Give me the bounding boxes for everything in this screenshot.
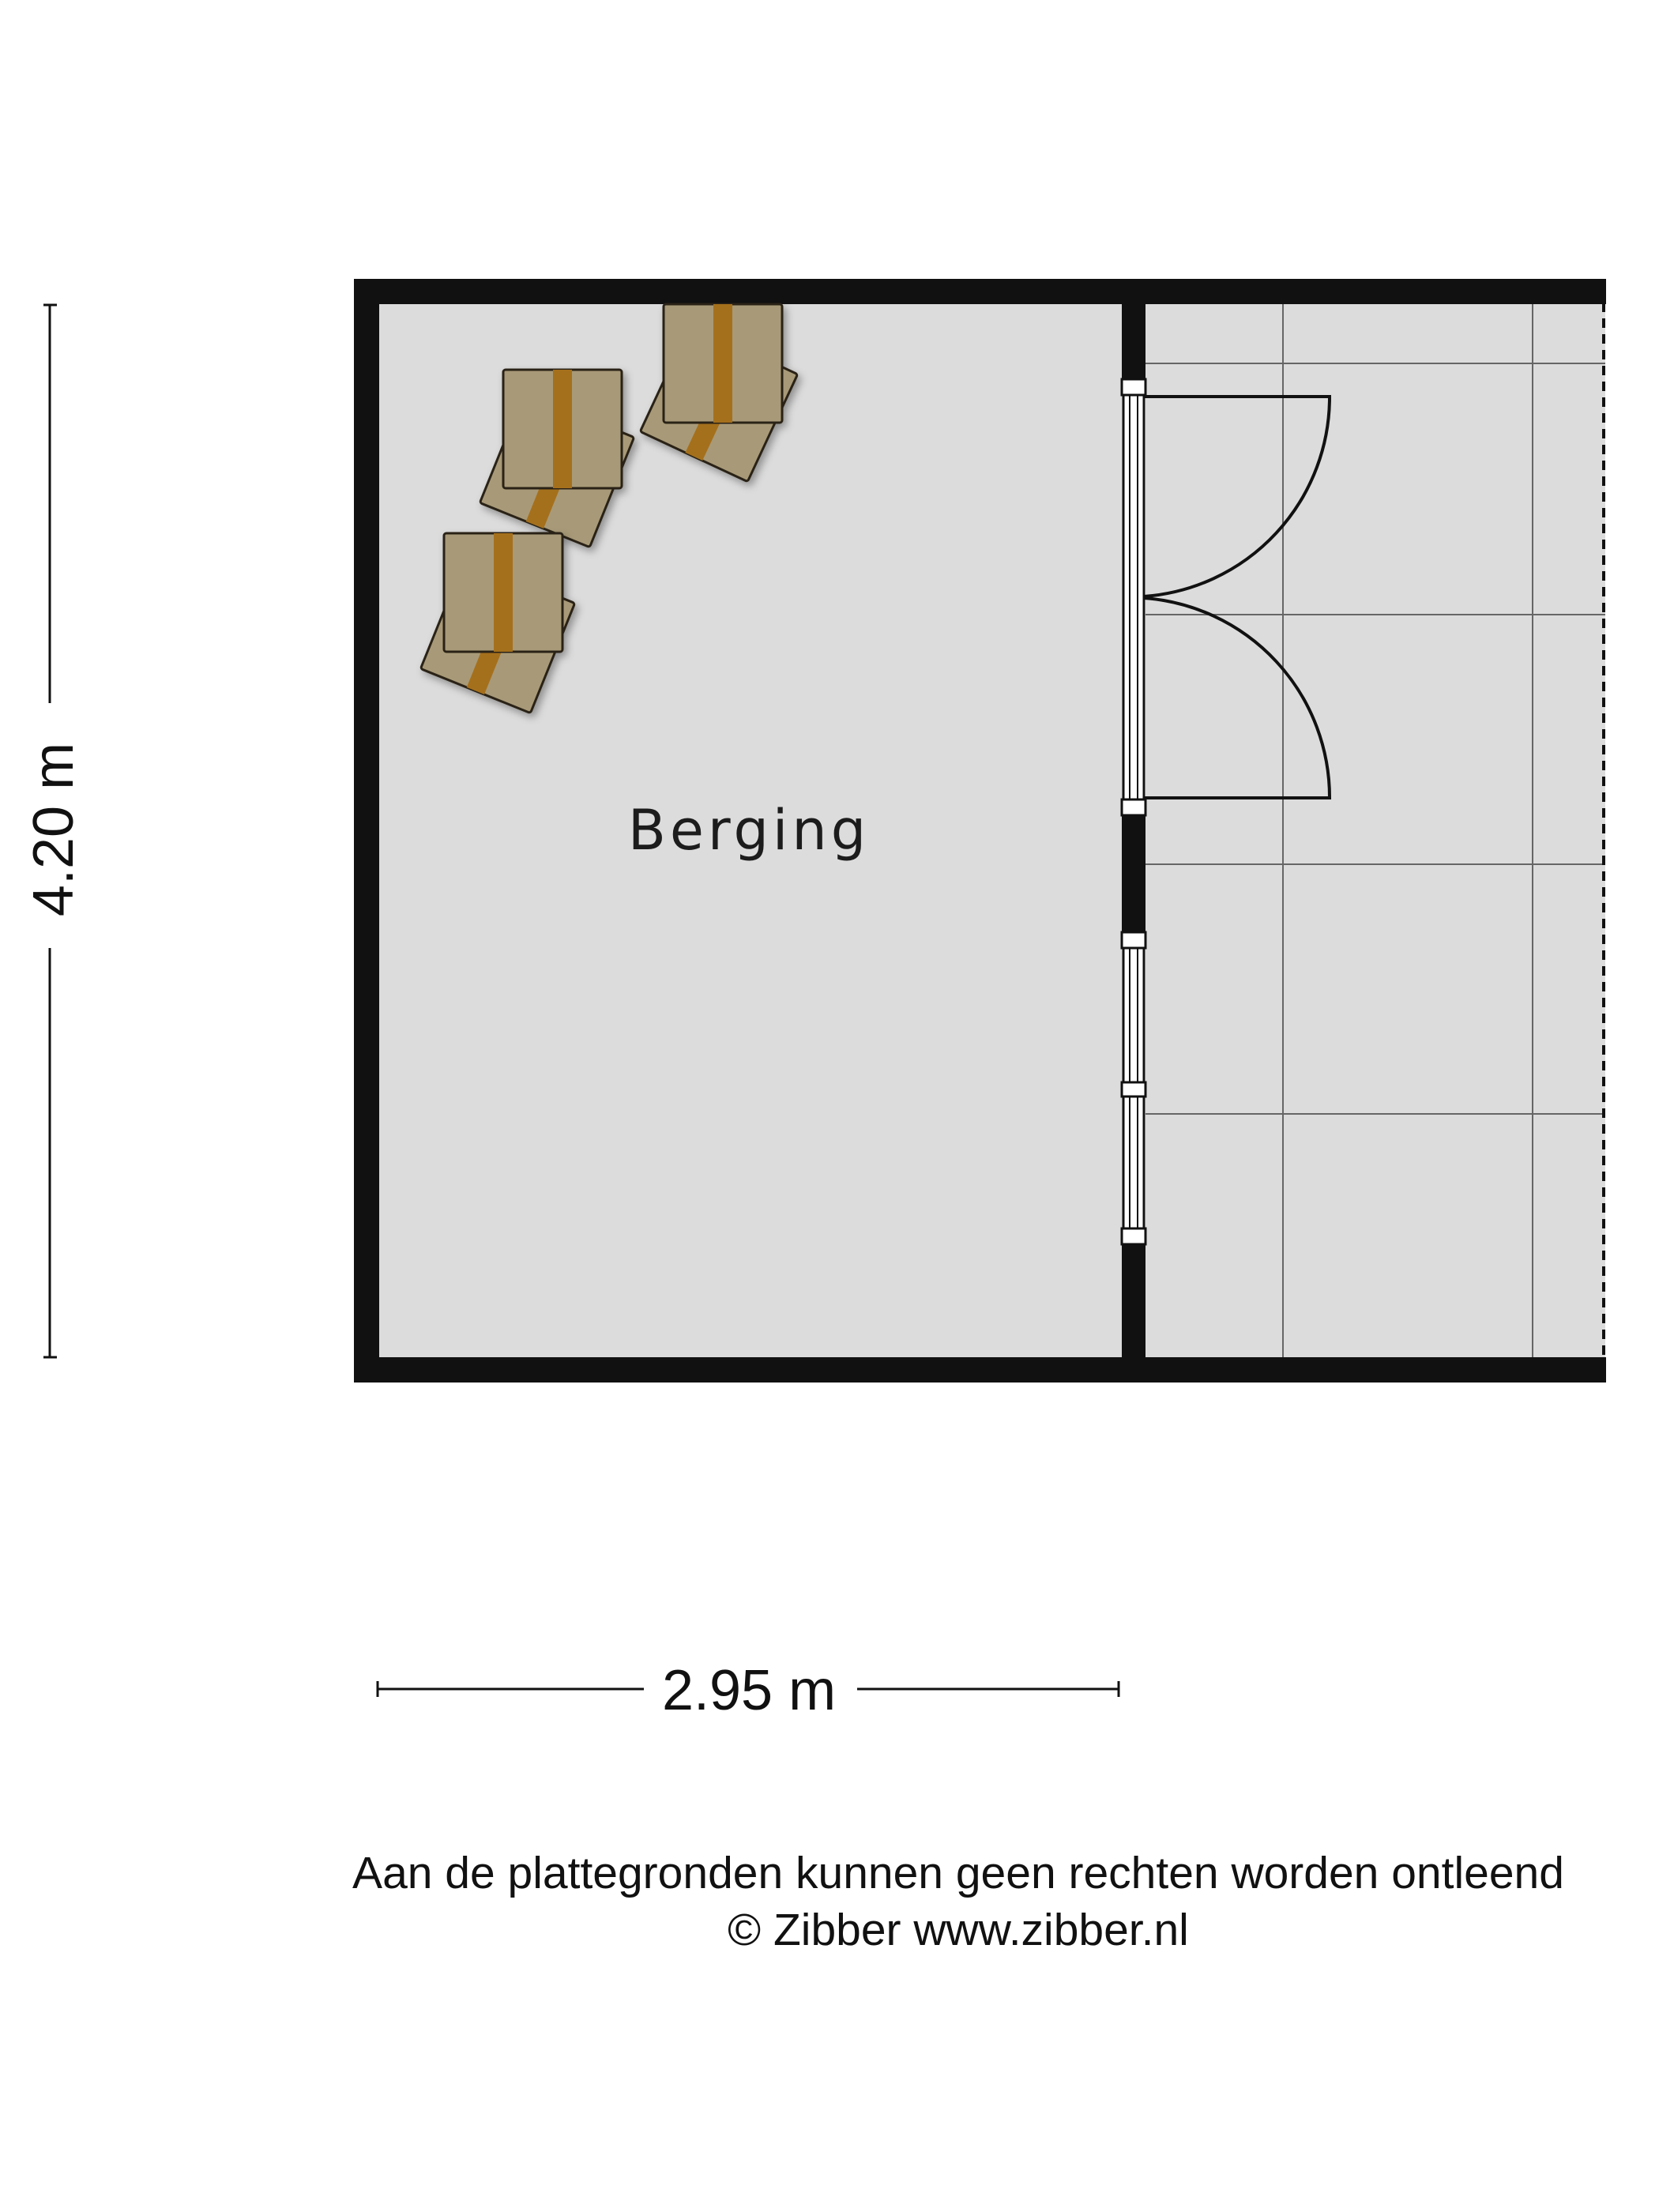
wall-middle-lower — [1122, 1242, 1146, 1382]
wall-bottom — [354, 1357, 1606, 1382]
wall-middle-center — [1122, 814, 1146, 939]
wall-middle-upper — [1122, 279, 1146, 383]
width-dimension-label: 2.95 m — [661, 1659, 837, 1722]
copyright-text: © Zibber www.zibber.nl — [728, 1905, 1189, 1955]
wall-left — [354, 279, 379, 1382]
disclaimer-text: Aan de plattegronden kunnen geen rechten worden ontleend — [352, 1848, 1564, 1898]
wall-top — [354, 279, 1606, 304]
room-label: Berging — [627, 798, 871, 863]
height-dimension-label: 4.20 m — [22, 742, 85, 917]
terrace-floor — [1146, 303, 1605, 1359]
window — [1122, 932, 1146, 1244]
